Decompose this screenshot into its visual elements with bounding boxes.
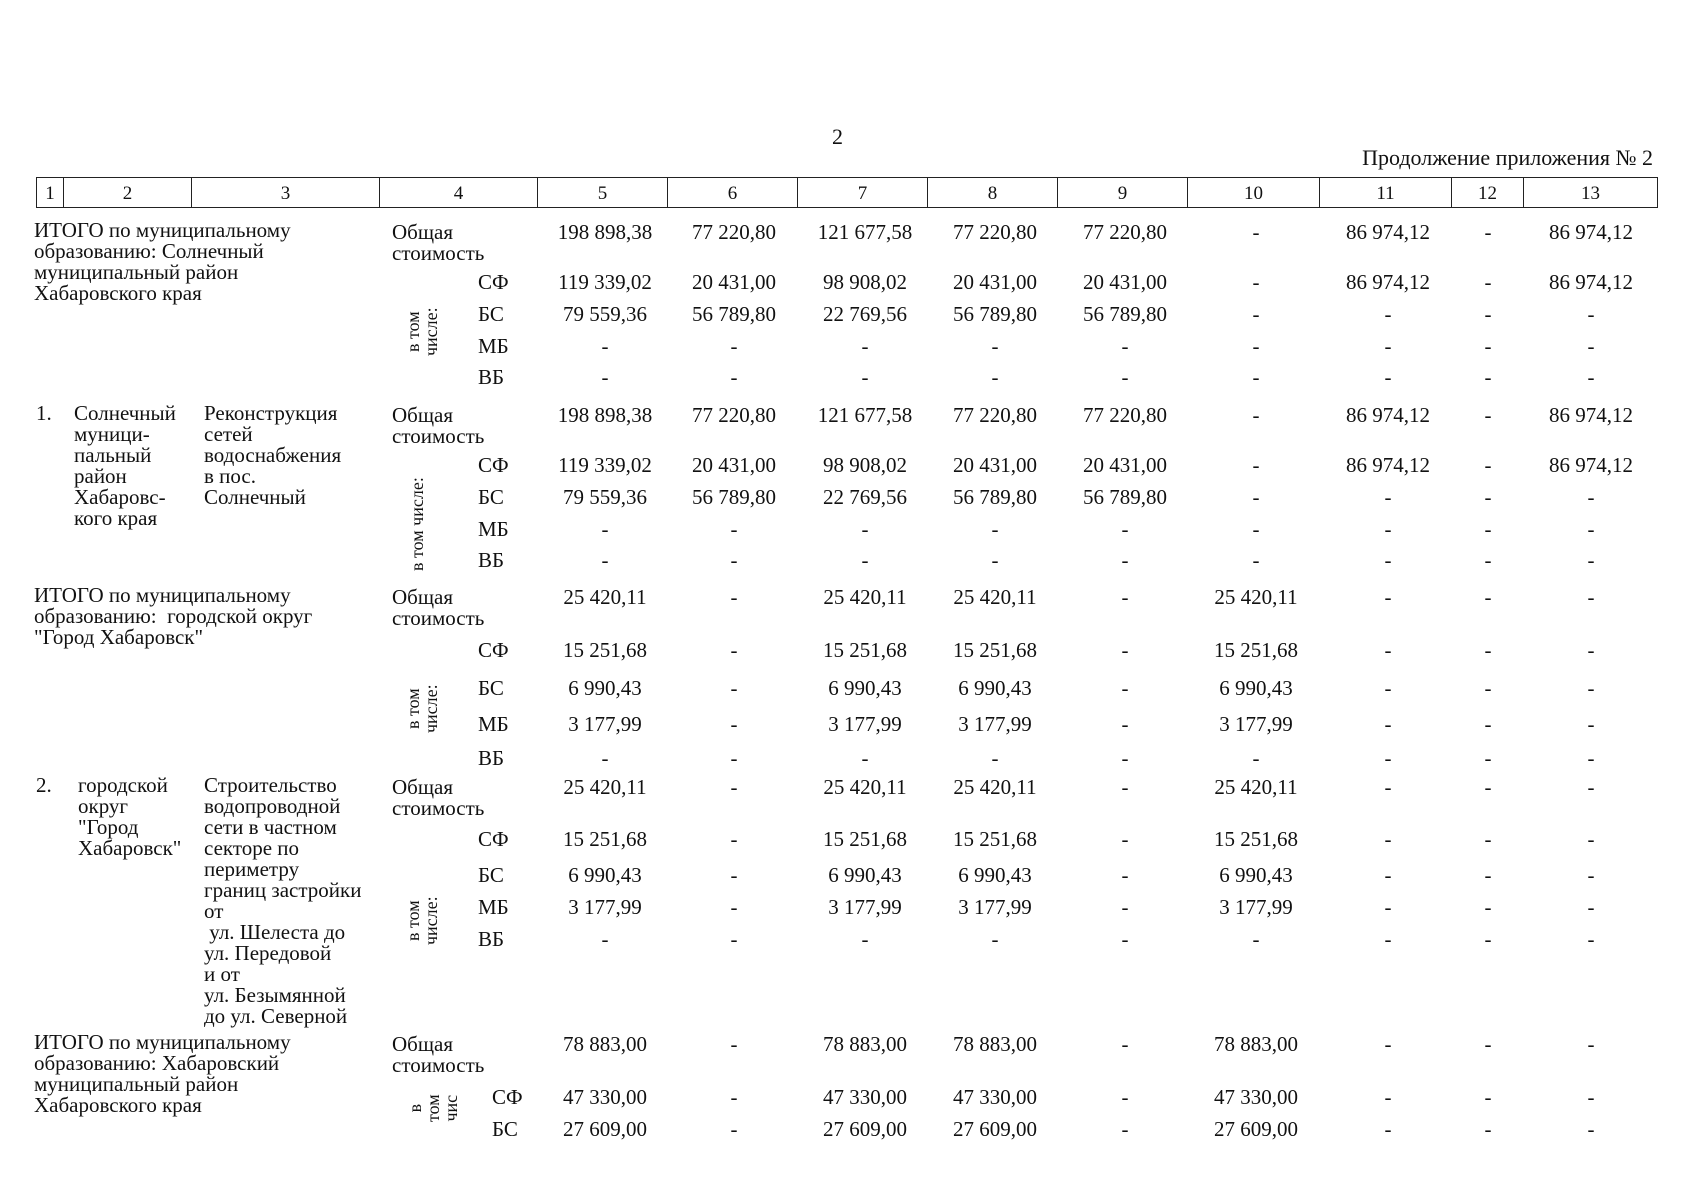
table-cell: - xyxy=(861,548,869,572)
table-cell: - xyxy=(730,638,738,662)
itogo-title: ИТОГО по муниципальному образованию: Хабаровский муниципальный район Хабаровского края xyxy=(34,1030,291,1117)
table-cell: - xyxy=(1484,863,1492,887)
incl-vertical-label: в том числе: xyxy=(403,307,441,356)
table-cell: 86 974,12 xyxy=(1346,220,1430,244)
table-cell: - xyxy=(601,365,609,389)
table-cell: - xyxy=(601,927,609,951)
table-cell: - xyxy=(1484,775,1492,799)
table-cell: - xyxy=(1484,1032,1492,1056)
table-cell: 86 974,12 xyxy=(1346,453,1430,477)
table-cell: 25 420,11 xyxy=(1214,585,1298,609)
table-cell: - xyxy=(601,517,609,541)
table-cell: - xyxy=(1121,585,1129,609)
table-cell: - xyxy=(1121,1085,1129,1109)
table-cell: 6 990,43 xyxy=(568,676,642,700)
row-label-bs: БС xyxy=(478,676,504,700)
table-cell: - xyxy=(1484,1085,1492,1109)
table-cell: 77 220,80 xyxy=(692,220,776,244)
row-label-vb: ВБ xyxy=(478,365,505,389)
table-cell: 20 431,00 xyxy=(692,453,776,477)
table-cell: - xyxy=(991,517,999,541)
table-cell: - xyxy=(1587,1032,1595,1056)
table-cell: - xyxy=(1484,548,1492,572)
table-cell: - xyxy=(1384,517,1392,541)
table-cell: 77 220,80 xyxy=(953,220,1037,244)
incl-vertical-label: в том числе: xyxy=(407,477,427,571)
table-cell: 27 609,00 xyxy=(953,1117,1037,1141)
table-cell: - xyxy=(730,334,738,358)
row-label-sf: СФ xyxy=(478,827,509,851)
table-cell: - xyxy=(1121,927,1129,951)
table-cell: - xyxy=(1484,334,1492,358)
table-cell: - xyxy=(730,585,738,609)
table-cell: 25 420,11 xyxy=(953,585,1037,609)
table-cell: 15 251,68 xyxy=(1214,827,1298,851)
table-cell: - xyxy=(1484,712,1492,736)
table-cell: - xyxy=(730,827,738,851)
table-cell: - xyxy=(1252,746,1260,770)
table-cell: 79 559,36 xyxy=(563,302,647,326)
table-cell: 56 789,80 xyxy=(1083,485,1167,509)
table-cell: 3 177,99 xyxy=(958,895,1032,919)
column-header-10: 10 xyxy=(1188,177,1320,208)
table-cell: - xyxy=(1121,746,1129,770)
table-cell: - xyxy=(1252,453,1260,477)
table-cell: - xyxy=(861,746,869,770)
table-cell: 121 677,58 xyxy=(817,403,913,427)
table-cell: - xyxy=(601,746,609,770)
table-cell: - xyxy=(1252,334,1260,358)
table-cell: 15 251,68 xyxy=(953,638,1037,662)
table-cell: - xyxy=(730,863,738,887)
table-cell: 78 883,00 xyxy=(1214,1032,1298,1056)
table-cell: 121 677,58 xyxy=(817,220,913,244)
table-cell: 20 431,00 xyxy=(692,270,776,294)
table-cell: - xyxy=(730,1085,738,1109)
table-cell: 98 908,02 xyxy=(823,270,907,294)
table-cell: - xyxy=(1587,676,1595,700)
table-cell: 86 974,12 xyxy=(1346,270,1430,294)
table-cell: 47 330,00 xyxy=(953,1085,1037,1109)
table-cell: - xyxy=(730,895,738,919)
table-cell: 25 420,11 xyxy=(823,775,907,799)
row-label-mb: МБ xyxy=(478,517,509,541)
table-cell: 77 220,80 xyxy=(1083,220,1167,244)
table-cell: - xyxy=(1484,746,1492,770)
row-label-bs: БС xyxy=(478,302,504,326)
appendix-caption: Продолжение приложения № 2 xyxy=(1362,145,1653,170)
row-label-mb: МБ xyxy=(478,895,509,919)
table-cell: - xyxy=(991,548,999,572)
table-cell: - xyxy=(1121,827,1129,851)
table-cell: 27 609,00 xyxy=(1214,1117,1298,1141)
table-cell: 15 251,68 xyxy=(563,638,647,662)
table-cell: - xyxy=(1587,585,1595,609)
table-cell: 47 330,00 xyxy=(823,1085,907,1109)
table-cell: - xyxy=(1587,746,1595,770)
table-cell: 25 420,11 xyxy=(563,775,647,799)
table-cell: 86 974,12 xyxy=(1549,453,1633,477)
table-cell: - xyxy=(1484,638,1492,662)
table-cell: - xyxy=(1252,403,1260,427)
column-header-4: 4 xyxy=(380,177,538,208)
row-label-sf: СФ xyxy=(478,453,509,477)
table-cell: - xyxy=(730,712,738,736)
table-cell: 15 251,68 xyxy=(563,827,647,851)
incl-vertical-label: в том чис xyxy=(405,1094,461,1122)
table-cell: 6 990,43 xyxy=(828,676,902,700)
row-label-sf: СФ xyxy=(478,638,509,662)
table-cell: 56 789,80 xyxy=(953,485,1037,509)
table-cell: - xyxy=(861,334,869,358)
table-cell: - xyxy=(1484,1117,1492,1141)
table-cell: - xyxy=(1121,517,1129,541)
table-cell: - xyxy=(1384,302,1392,326)
table-cell: - xyxy=(1484,827,1492,851)
table-cell: 6 990,43 xyxy=(958,676,1032,700)
column-header-3: 3 xyxy=(192,177,380,208)
table-cell: 25 420,11 xyxy=(563,585,647,609)
table-cell: 86 974,12 xyxy=(1346,403,1430,427)
table-cell: 3 177,99 xyxy=(828,895,902,919)
table-cell: 3 177,99 xyxy=(828,712,902,736)
table-cell: 56 789,80 xyxy=(953,302,1037,326)
table-cell: - xyxy=(1121,1032,1129,1056)
column-header-8: 8 xyxy=(928,177,1058,208)
row-label-total: Общая стоимость xyxy=(392,585,485,630)
table-cell: 56 789,80 xyxy=(692,485,776,509)
table-cell: 78 883,00 xyxy=(823,1032,907,1056)
table-cell: - xyxy=(1484,927,1492,951)
table-cell: - xyxy=(1384,775,1392,799)
table-cell: - xyxy=(861,927,869,951)
row-label-mb: МБ xyxy=(478,712,509,736)
table-cell: 6 990,43 xyxy=(828,863,902,887)
table-cell: - xyxy=(1587,638,1595,662)
row-label-sf: СФ xyxy=(478,270,509,294)
incl-vertical-label: в том числе: xyxy=(403,896,441,945)
row-label-total: Общая стоимость xyxy=(392,1032,485,1077)
row-label-sf: СФ xyxy=(492,1085,523,1109)
table-cell: 119 339,02 xyxy=(558,453,652,477)
table-cell: 198 898,38 xyxy=(557,220,653,244)
table-cell: - xyxy=(991,927,999,951)
row-label-total: Общая стоимость xyxy=(392,775,485,820)
itogo-title: ИТОГО по муниципальному образованию: городской округ "Город Хабаровск" xyxy=(34,583,313,649)
table-cell: - xyxy=(991,334,999,358)
table-cell: - xyxy=(1121,1117,1129,1141)
table-cell: - xyxy=(1252,220,1260,244)
table-cell: - xyxy=(1484,365,1492,389)
table-cell: 15 251,68 xyxy=(1214,638,1298,662)
item-number: 2. xyxy=(36,773,52,797)
table-cell: - xyxy=(1587,485,1595,509)
table-cell: 27 609,00 xyxy=(823,1117,907,1141)
table-cell: - xyxy=(1587,827,1595,851)
table-cell: - xyxy=(730,517,738,541)
table-cell: - xyxy=(1384,485,1392,509)
table-cell: - xyxy=(1121,775,1129,799)
column-header-1: 1 xyxy=(36,177,64,208)
row-label-total: Общая стоимость xyxy=(392,220,485,265)
table-cell: - xyxy=(1384,927,1392,951)
item-number: 1. xyxy=(36,401,52,425)
table-cell: - xyxy=(1484,270,1492,294)
table-cell: - xyxy=(1587,334,1595,358)
table-cell: - xyxy=(1384,1032,1392,1056)
column-header-2: 2 xyxy=(64,177,192,208)
table-cell: - xyxy=(1384,1117,1392,1141)
table-cell: 22 769,56 xyxy=(823,485,907,509)
table-cell: - xyxy=(1384,1085,1392,1109)
table-cell: - xyxy=(1252,365,1260,389)
table-cell: - xyxy=(1587,365,1595,389)
table-cell: - xyxy=(1384,585,1392,609)
table-cell: 3 177,99 xyxy=(1219,712,1293,736)
incl-vertical-label: в том числе: xyxy=(403,684,441,733)
table-cell: 15 251,68 xyxy=(953,827,1037,851)
table-cell: - xyxy=(1587,775,1595,799)
table-cell: - xyxy=(730,1117,738,1141)
table-cell: - xyxy=(1384,676,1392,700)
column-header-13: 13 xyxy=(1524,177,1658,208)
table-cell: 27 609,00 xyxy=(563,1117,647,1141)
table-cell: 78 883,00 xyxy=(953,1032,1037,1056)
table-cell: - xyxy=(1121,638,1129,662)
table-cell: 20 431,00 xyxy=(953,270,1037,294)
table-cell: - xyxy=(1121,334,1129,358)
table-cell: - xyxy=(1384,712,1392,736)
table-cell: - xyxy=(1484,485,1492,509)
table-cell: - xyxy=(1252,302,1260,326)
table-cell: - xyxy=(1121,712,1129,736)
table-cell: 3 177,99 xyxy=(1219,895,1293,919)
table-cell: - xyxy=(730,365,738,389)
table-cell: 6 990,43 xyxy=(1219,676,1293,700)
table-cell: - xyxy=(1587,517,1595,541)
table-cell: - xyxy=(1587,927,1595,951)
table-cell: - xyxy=(991,365,999,389)
column-header-7: 7 xyxy=(798,177,928,208)
row-label-vb: ВБ xyxy=(478,746,505,770)
table-cell: 98 908,02 xyxy=(823,453,907,477)
table-cell: - xyxy=(730,1032,738,1056)
table-cell: - xyxy=(1484,585,1492,609)
table-cell: 78 883,00 xyxy=(563,1032,647,1056)
table-cell: 6 990,43 xyxy=(958,863,1032,887)
table-cell: - xyxy=(1384,746,1392,770)
table-cell: 119 339,02 xyxy=(558,270,652,294)
table-cell: - xyxy=(1484,453,1492,477)
table-cell: - xyxy=(1384,548,1392,572)
page-number: 2 xyxy=(832,124,843,149)
municipality-name: Солнечный муници- пальный район Хабаровс- кого края xyxy=(74,401,176,530)
table-cell: - xyxy=(730,775,738,799)
table-cell: 47 330,00 xyxy=(563,1085,647,1109)
row-label-total: Общая стоимость xyxy=(392,403,485,448)
municipality-name: городской округ "Город Хабаровск" xyxy=(78,773,182,860)
table-cell: 15 251,68 xyxy=(823,638,907,662)
table-cell: - xyxy=(1484,220,1492,244)
row-label-bs: БС xyxy=(478,863,504,887)
table-cell: - xyxy=(1384,365,1392,389)
column-header-5: 5 xyxy=(538,177,668,208)
table-cell: - xyxy=(1587,895,1595,919)
table-cell: 86 974,12 xyxy=(1549,270,1633,294)
table-cell: - xyxy=(1121,548,1129,572)
table-cell: - xyxy=(1484,302,1492,326)
row-label-vb: ВБ xyxy=(478,927,505,951)
column-header-9: 9 xyxy=(1058,177,1188,208)
table-cell: - xyxy=(1121,863,1129,887)
table-cell: - xyxy=(1587,1085,1595,1109)
table-cell: - xyxy=(991,746,999,770)
table-cell: 22 769,56 xyxy=(823,302,907,326)
table-cell: - xyxy=(1252,270,1260,294)
column-header-6: 6 xyxy=(668,177,798,208)
table-cell: - xyxy=(861,365,869,389)
row-label-bs: БС xyxy=(492,1117,518,1141)
table-cell: 3 177,99 xyxy=(958,712,1032,736)
table-cell: - xyxy=(1252,927,1260,951)
table-cell: - xyxy=(730,548,738,572)
table-cell: - xyxy=(1121,676,1129,700)
table-cell: - xyxy=(1384,895,1392,919)
table-cell: 79 559,36 xyxy=(563,485,647,509)
table-cell: 3 177,99 xyxy=(568,895,642,919)
column-header-12: 12 xyxy=(1452,177,1524,208)
table-cell: 25 420,11 xyxy=(823,585,907,609)
table-cell: - xyxy=(1121,365,1129,389)
table-cell: - xyxy=(1252,548,1260,572)
table-cell: - xyxy=(601,548,609,572)
table-cell: 20 431,00 xyxy=(1083,453,1167,477)
column-header-11: 11 xyxy=(1320,177,1452,208)
row-label-bs: БС xyxy=(478,485,504,509)
table-cell: 3 177,99 xyxy=(568,712,642,736)
table-cell: - xyxy=(1587,863,1595,887)
table-cell: 15 251,68 xyxy=(823,827,907,851)
table-cell: - xyxy=(730,676,738,700)
table-cell: - xyxy=(601,334,609,358)
table-cell: - xyxy=(1384,827,1392,851)
table-cell: 47 330,00 xyxy=(1214,1085,1298,1109)
table-cell: 77 220,80 xyxy=(1083,403,1167,427)
table-cell: - xyxy=(1587,302,1595,326)
table-cell: 56 789,80 xyxy=(1083,302,1167,326)
table-cell: - xyxy=(1384,334,1392,358)
table-cell: - xyxy=(1384,863,1392,887)
table-cell: - xyxy=(1121,895,1129,919)
itogo-title: ИТОГО по муниципальному образованию: Солнечный муниципальный район Хабаровского края xyxy=(34,218,291,305)
table-cell: 25 420,11 xyxy=(1214,775,1298,799)
table-cell: 20 431,00 xyxy=(1083,270,1167,294)
table-cell: - xyxy=(1484,403,1492,427)
table-cell: 6 990,43 xyxy=(1219,863,1293,887)
table-cell: 77 220,80 xyxy=(953,403,1037,427)
table-cell: - xyxy=(730,746,738,770)
object-name: Реконструкция сетей водоснабжения в пос. Солнечный xyxy=(204,401,342,509)
table-cell: 56 789,80 xyxy=(692,302,776,326)
table-cell: - xyxy=(1252,485,1260,509)
table-cell: - xyxy=(1384,638,1392,662)
table-cell: - xyxy=(1484,895,1492,919)
table-cell: 86 974,12 xyxy=(1549,403,1633,427)
table-cell: - xyxy=(1484,676,1492,700)
row-label-mb: МБ xyxy=(478,334,509,358)
table-cell: - xyxy=(1484,517,1492,541)
table-cell: 20 431,00 xyxy=(953,453,1037,477)
table-cell: - xyxy=(730,927,738,951)
table-cell: 86 974,12 xyxy=(1549,220,1633,244)
table-cell: - xyxy=(1587,712,1595,736)
object-name: Строительство водопроводной сети в частном секторе по периметру границ застройки от ул. Шелеста до ул. Передовой и от ул. Безымянной до ул. Северной xyxy=(204,773,362,1028)
row-label-vb: ВБ xyxy=(478,548,505,572)
table-cell: 77 220,80 xyxy=(692,403,776,427)
table-cell: - xyxy=(1252,517,1260,541)
table-cell: - xyxy=(861,517,869,541)
table-cell: - xyxy=(1587,548,1595,572)
table-cell: - xyxy=(1587,1117,1595,1141)
table-cell: 25 420,11 xyxy=(953,775,1037,799)
table-cell: 6 990,43 xyxy=(568,863,642,887)
table-cell: 198 898,38 xyxy=(557,403,653,427)
